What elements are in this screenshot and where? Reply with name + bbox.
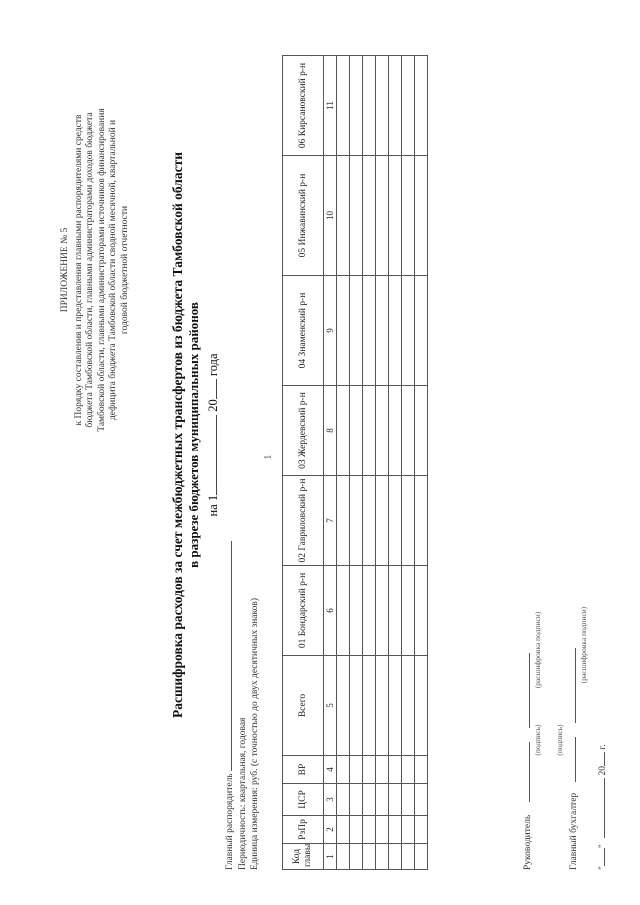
- column-header: РзПр: [283, 816, 324, 844]
- column-header: ВР: [283, 756, 324, 784]
- table-cell[interactable]: [415, 156, 428, 276]
- table-cell[interactable]: [337, 816, 350, 844]
- column-number: 6: [324, 566, 337, 656]
- date-year-suffix: г.: [598, 744, 608, 750]
- accountant-signature-line[interactable]: [566, 737, 576, 782]
- appendix-line: годовой бюджетной отчетности: [119, 205, 130, 335]
- appendix-line: бюджета Тамбовской области, главными администраторами доходов бюджета: [85, 112, 96, 428]
- table-cell[interactable]: [363, 816, 376, 844]
- accountant-signature-row: [566, 648, 579, 870]
- column-number: 1: [324, 844, 337, 870]
- table-cell[interactable]: [350, 756, 363, 784]
- table-row: [376, 56, 389, 870]
- date-quote-open: ": [598, 866, 608, 870]
- report-date-blank: [204, 415, 217, 495]
- column-header: 04 Знаменский р-н: [283, 276, 324, 386]
- table-cell[interactable]: [337, 156, 350, 276]
- accountant-signature-caption: (подпись): [555, 724, 564, 756]
- table-cell[interactable]: [389, 844, 402, 870]
- report-year-blank: [204, 379, 217, 399]
- table-cell[interactable]: [415, 656, 428, 756]
- table-cell[interactable]: [389, 566, 402, 656]
- table-cell[interactable]: [337, 784, 350, 816]
- chief-manager-label: Главный распорядитель: [225, 773, 235, 870]
- table-cell[interactable]: [402, 566, 415, 656]
- column-header: 03 Жердевский р-н: [283, 386, 324, 476]
- head-signature-caption: (подпись): [533, 724, 542, 756]
- table-cell[interactable]: [402, 156, 415, 276]
- table-cell[interactable]: [402, 816, 415, 844]
- table-cell[interactable]: [376, 656, 389, 756]
- table-cell[interactable]: [402, 756, 415, 784]
- table-cell[interactable]: [363, 156, 376, 276]
- table-cell[interactable]: [350, 276, 363, 386]
- table-cell[interactable]: [415, 566, 428, 656]
- table-cell[interactable]: [337, 56, 350, 156]
- table-row: [350, 56, 363, 870]
- table-row: [415, 56, 428, 870]
- table-cell[interactable]: [337, 386, 350, 476]
- date-quote-close: ": [598, 844, 608, 849]
- chief-manager-row: [222, 510, 237, 870]
- table-cell[interactable]: [376, 276, 389, 386]
- table-cell[interactable]: [415, 816, 428, 844]
- date-year-line[interactable]: [595, 752, 605, 766]
- table-cell[interactable]: [350, 476, 363, 566]
- transfers-table: [282, 55, 428, 870]
- date-day-line[interactable]: [595, 848, 605, 866]
- head-signature-row: [520, 653, 533, 870]
- table-cell[interactable]: [350, 816, 363, 844]
- appendix-title: ПРИЛОЖЕНИЕ № 5: [60, 227, 70, 313]
- table-cell[interactable]: [350, 656, 363, 756]
- column-header: Всего: [283, 656, 324, 756]
- column-header: 06 Кирсановский р-н: [283, 56, 324, 156]
- head-decoding-caption: (расшифровка подписи): [533, 611, 542, 689]
- periodicity: Периодичность: квартальная, годовая: [237, 717, 248, 870]
- table-cell[interactable]: [402, 276, 415, 386]
- column-number: 4: [324, 756, 337, 784]
- heading-line-2: в разрезе бюджетов муниципальных районов: [186, 302, 201, 568]
- head-label: Руководитель: [523, 814, 533, 870]
- table-cell[interactable]: [363, 276, 376, 386]
- head-decoding-line[interactable]: [520, 653, 530, 728]
- accountant-decoding-line[interactable]: [566, 648, 576, 723]
- table-cell[interactable]: [350, 784, 363, 816]
- table-cell[interactable]: [350, 566, 363, 656]
- column-header: 02 Гавриловский р-н: [283, 476, 324, 566]
- table-cell[interactable]: [376, 476, 389, 566]
- table-cell[interactable]: [350, 386, 363, 476]
- table-cell[interactable]: [376, 566, 389, 656]
- table-cell[interactable]: [389, 784, 402, 816]
- table-cell[interactable]: [389, 476, 402, 566]
- table-cell[interactable]: [337, 844, 350, 870]
- table-cell[interactable]: [337, 276, 350, 386]
- chief-manager-blank: [222, 541, 232, 771]
- accountant-decoding-caption: (расшифровка подписи): [579, 606, 588, 684]
- table-cell[interactable]: [363, 784, 376, 816]
- column-header: ЦСР: [283, 784, 324, 816]
- table-cell[interactable]: [337, 656, 350, 756]
- column-number: 11: [324, 56, 337, 156]
- table-cell[interactable]: [402, 386, 415, 476]
- heading-line-1: Расшифровка расходов за счет межбюджетных трансфертов из бюджета Тамбовской области: [170, 152, 185, 718]
- table-cell[interactable]: [376, 784, 389, 816]
- table-cell[interactable]: [415, 476, 428, 566]
- table-cell[interactable]: [337, 756, 350, 784]
- table-cell[interactable]: [389, 56, 402, 156]
- column-header: 01 Бондарский р-н: [283, 566, 324, 656]
- table-cell[interactable]: [376, 156, 389, 276]
- column-number: 5: [324, 656, 337, 756]
- table-cell[interactable]: [363, 56, 376, 156]
- table-cell[interactable]: [389, 756, 402, 784]
- table-cell[interactable]: [402, 784, 415, 816]
- column-number: 3: [324, 784, 337, 816]
- table-cell[interactable]: [415, 844, 428, 870]
- table-cell[interactable]: [363, 756, 376, 784]
- signing-date-row: [595, 744, 608, 870]
- column-header: 05 Инжавинский р-н: [283, 156, 324, 276]
- column-number: 2: [324, 816, 337, 844]
- accountant-label: Главный бухгалтер: [569, 792, 579, 870]
- table-cell[interactable]: [415, 756, 428, 784]
- appendix-line: к Порядку составления и представления главными распорядителями средств: [73, 114, 84, 426]
- table-cell[interactable]: [402, 476, 415, 566]
- column-number: 9: [324, 276, 337, 386]
- table-cell[interactable]: [415, 386, 428, 476]
- date-year-prefix: 20: [598, 765, 608, 776]
- table-cell[interactable]: [376, 386, 389, 476]
- table-cell[interactable]: [389, 276, 402, 386]
- table-row: [363, 56, 376, 870]
- table-cell[interactable]: [389, 386, 402, 476]
- table-cell[interactable]: [337, 566, 350, 656]
- table-body: [337, 56, 428, 870]
- table-cell[interactable]: [350, 844, 363, 870]
- table-cell[interactable]: [415, 276, 428, 386]
- report-year-suffix: года: [206, 353, 220, 377]
- table-cell[interactable]: [389, 156, 402, 276]
- table-cell[interactable]: [350, 56, 363, 156]
- table-cell[interactable]: [363, 566, 376, 656]
- table-cell[interactable]: [363, 844, 376, 870]
- appendix-note: [60, 35, 132, 505]
- table-row: [389, 56, 402, 870]
- page-number: 1: [262, 454, 274, 460]
- column-number: 7: [324, 476, 337, 566]
- table-cell[interactable]: [363, 476, 376, 566]
- appendix-line: Тамбовской области, главными администраторами источников финансирования: [96, 108, 107, 432]
- column-number: 8: [324, 386, 337, 476]
- date-month-line[interactable]: [595, 778, 605, 838]
- table-cell[interactable]: [389, 656, 402, 756]
- table-cell[interactable]: [337, 476, 350, 566]
- table-cell[interactable]: [350, 156, 363, 276]
- table-cell[interactable]: [389, 816, 402, 844]
- unit-of-measure: Единица измерения: руб. (с точностью до двух десятичных знаков): [250, 597, 260, 870]
- table-cell[interactable]: [415, 56, 428, 156]
- column-number: 10: [324, 156, 337, 276]
- table-cell[interactable]: [415, 784, 428, 816]
- column-header: Код главы: [283, 844, 324, 870]
- table-cell[interactable]: [376, 756, 389, 784]
- table-cell[interactable]: [363, 386, 376, 476]
- table-row: [337, 56, 350, 870]
- table-cell[interactable]: [376, 816, 389, 844]
- table-cell[interactable]: [402, 656, 415, 756]
- table-cell[interactable]: [376, 56, 389, 156]
- head-signature-line[interactable]: [520, 742, 530, 802]
- column-number-row: [324, 56, 337, 870]
- report-meta: [222, 510, 262, 870]
- table-cell[interactable]: [363, 656, 376, 756]
- appendix-line: дефицита бюджета Тамбовской области сводной месячной, квартальной и: [108, 119, 119, 421]
- document-heading: [170, 5, 221, 865]
- report-date-prefix: на 1: [206, 494, 220, 517]
- table-cell[interactable]: [402, 56, 415, 156]
- table-cell[interactable]: [376, 844, 389, 870]
- table-cell[interactable]: [402, 844, 415, 870]
- table-header-row: [283, 56, 324, 870]
- table-row: [402, 56, 415, 870]
- report-year-prefix: 20: [206, 399, 220, 412]
- report-date-line: [204, 5, 221, 865]
